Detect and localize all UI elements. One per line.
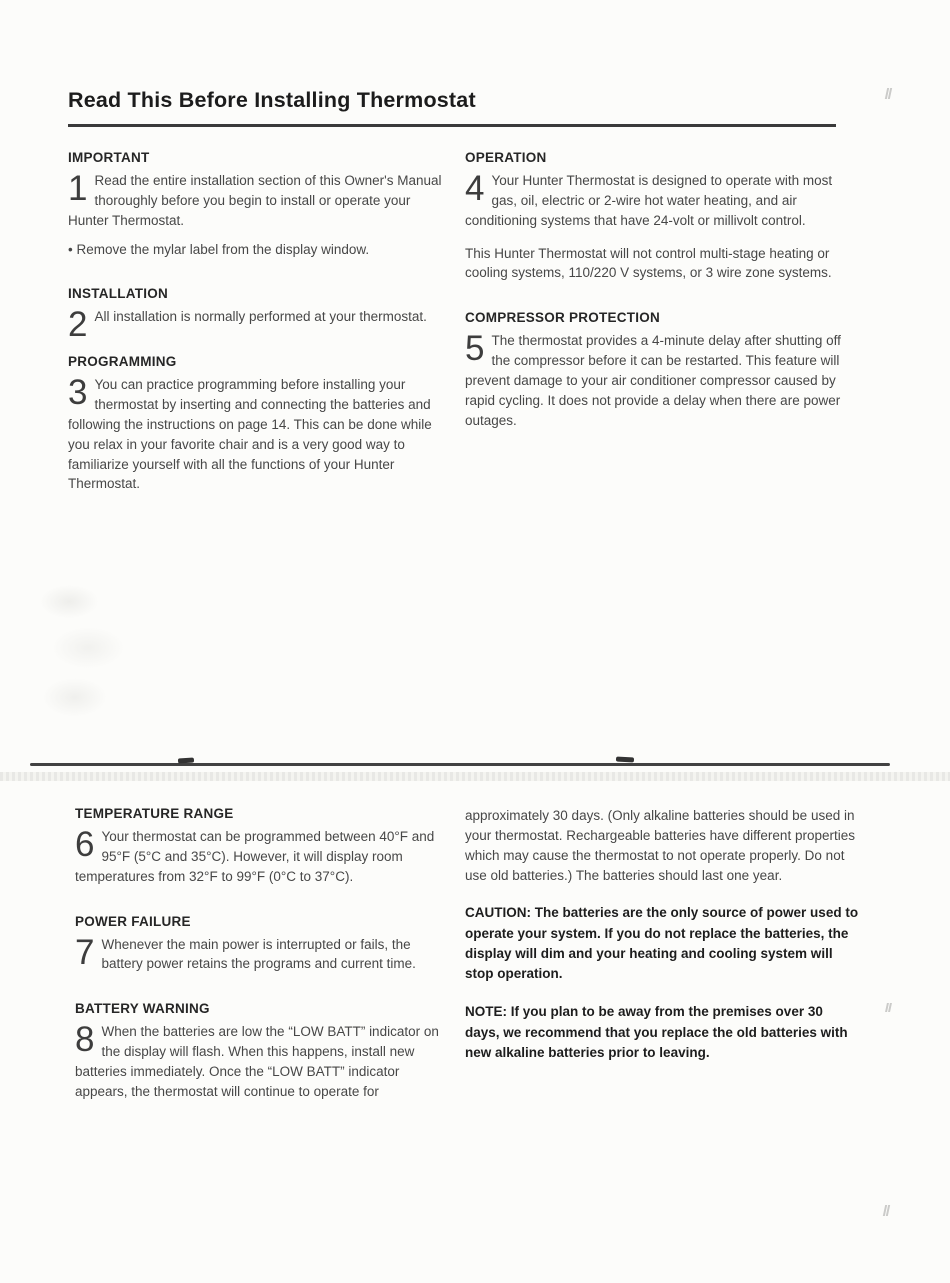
section-paragraph — [68, 305, 444, 345]
section-operation — [465, 150, 850, 283]
scan-smudge — [26, 572, 161, 737]
page-title: Read This Before Installing Thermostat — [68, 88, 476, 112]
section-paragraph — [68, 171, 444, 231]
page1-right-column — [465, 150, 850, 521]
scan-artifact — [883, 1205, 890, 1216]
section-body: The thermostat provides a 4-minute delay after shutting off the compressor before it can be restarted. This feature will prevent damage to your air conditioner compressor caused by rapid cycling. It does not provide a delay when there are power outages. — [465, 333, 841, 428]
section-temperature-range — [75, 806, 449, 887]
section-heading: COMPRESSOR PROTECTION — [465, 310, 661, 326]
section-body: All installation is normally performed at your thermostat. — [94, 309, 427, 325]
continuation-paragraph: approximately 30 days. (Only alkaline batteries should be used in your thermostat. Rechargeable batteries have different properties which may cause the thermostat to not operate properly. Do not use old batteries.) The batteries should last one year. — [465, 808, 855, 883]
section-body: You can practice programming before installing your thermostat by inserting and connecting the batteries and following the instructions on page 14. This can be done while you relax in your favorite chair and is a very good way to familiarize yourself with all the functions of your Hunter Thermostat. — [68, 377, 432, 492]
section-programming — [68, 354, 444, 494]
section-heading: INSTALLATION — [68, 286, 168, 302]
scan-artifact — [885, 88, 892, 99]
bullet-note: • Remove the mylar label from the display window. — [68, 241, 370, 257]
section-heading: OPERATION — [465, 150, 547, 165]
section-body: Read the entire installation section of this Owner's Manual thoroughly before you begin to install or operate your Hunter Thermostat. — [68, 173, 442, 228]
page1-columns — [68, 150, 850, 521]
step-number: 4 — [465, 169, 485, 208]
scan-artifact — [885, 1003, 892, 1012]
section-body: Your thermostat can be programmed between 40°F and 95°F (5°C and 35°C). However, it will display room temperatures from 32°F to 99°F (0°C to 37°C). — [75, 829, 435, 884]
section-body: When the batteries are low the “LOW BATT” indicator on the display will flash. When this happens, install new batteries immediately. Once the “LOW BATT” indicator appears, the thermostat will continue to operate for — [75, 1024, 439, 1099]
section-important — [68, 150, 444, 259]
section-paragraph — [465, 171, 850, 231]
step-number: 5 — [465, 329, 485, 369]
page1-left-column — [68, 150, 444, 521]
section-body: Your Hunter Thermostat is designed to operate with most gas, oil, electric or 2-wire hot water heating, and air conditioning systems that have 24-volt or millivolt control. — [465, 173, 833, 228]
page2-left-column — [75, 806, 449, 1129]
page2-right-column — [465, 806, 861, 1129]
section-battery-warning — [75, 1001, 449, 1101]
step-number: 1 — [68, 169, 88, 208]
section-paragraph — [68, 375, 444, 494]
scan-mark — [616, 757, 634, 763]
section-paragraph-2: This Hunter Thermostat will not control multi-stage heating or cooling systems, 110/220 V systems, or 3 wire zone systems. — [465, 245, 832, 281]
section-heading: IMPORTANT — [68, 150, 150, 165]
section-paragraph — [75, 1022, 449, 1101]
note-paragraph: NOTE: If you plan to be away from the premises over 30 days, we recommend that you replace the old batteries with new alkaline batteries prior to leaving. — [465, 1004, 848, 1060]
step-number: 3 — [68, 373, 88, 413]
caution-paragraph: CAUTION: The batteries are the only source of power used to operate your system. If you do not replace the batteries, the display will dim and your heating and cooling system will stop operation. — [465, 905, 859, 982]
section-heading: POWER FAILURE — [75, 913, 191, 929]
step-number: 6 — [75, 825, 95, 864]
title-block — [68, 88, 836, 127]
section-heading: TEMPERATURE RANGE — [75, 806, 234, 821]
section-installation — [68, 286, 444, 345]
section-heading: PROGRAMMING — [68, 354, 177, 370]
page-divider-texture — [0, 772, 950, 781]
section-body: Whenever the main power is interrupted or fails, the battery power retains the programs and current time. — [101, 936, 416, 972]
title-rule — [68, 124, 836, 127]
section-heading: BATTERY WARNING — [75, 1001, 210, 1017]
step-number: 8 — [75, 1020, 95, 1060]
section-power-failure — [75, 914, 449, 975]
page-divider — [30, 763, 890, 766]
section-paragraph — [75, 932, 449, 975]
page2-columns — [75, 806, 865, 1129]
section-compressor-protection — [465, 310, 850, 430]
section-paragraph — [465, 331, 850, 430]
step-number: 2 — [68, 305, 88, 345]
section-paragraph — [75, 827, 449, 887]
step-number: 7 — [75, 932, 95, 972]
